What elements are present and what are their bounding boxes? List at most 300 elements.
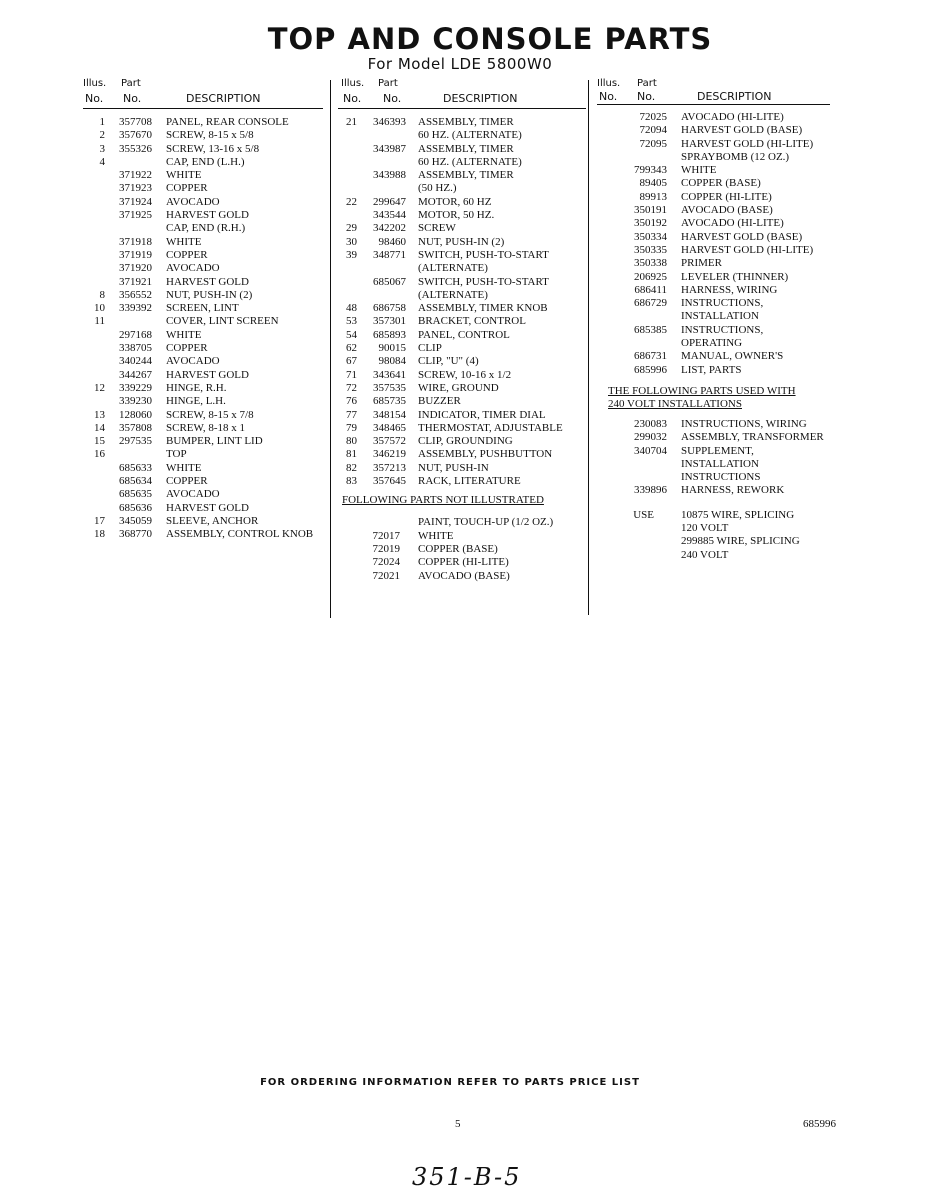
table-row — [597, 458, 837, 471]
part-description: AVOCADO (BASE) — [681, 204, 773, 217]
part-number: USE — [633, 508, 654, 521]
part-number: 343988 — [373, 169, 406, 182]
part-number: 355326 — [119, 142, 152, 155]
part-description: ASSEMBLY, TRANSFORMER — [681, 431, 824, 444]
part-no-header: No. — [123, 92, 142, 105]
illus-number: 29 — [346, 222, 357, 235]
illus-number: 62 — [346, 342, 357, 355]
part-number: 685634 — [119, 475, 152, 488]
part-number: 686731 — [634, 350, 667, 363]
column-header-bottom — [338, 90, 586, 106]
part-description: WIRE, GROUND — [418, 381, 499, 394]
column-header-top — [338, 78, 586, 90]
part-number: 72094 — [639, 124, 667, 137]
part-description: CLIP, "U" (4) — [418, 355, 479, 368]
part-description: TOP — [166, 448, 187, 461]
table-row — [338, 462, 586, 475]
part-description: 120 VOLT — [681, 522, 729, 535]
part-description: PANEL, REAR CONSOLE — [166, 116, 289, 128]
table-row — [83, 222, 323, 235]
table-row — [338, 369, 586, 382]
part-description: INSTRUCTIONS, — [681, 323, 764, 336]
illus-no-header: No. — [343, 92, 362, 105]
table-row — [338, 143, 586, 156]
illus-header: Illus. — [83, 78, 107, 89]
table-row — [83, 475, 323, 488]
part-description: HARVEST GOLD (BASE) — [681, 124, 803, 137]
table-row — [338, 156, 586, 169]
table-row — [597, 257, 837, 270]
part-description: COPPER (HI-LITE) — [681, 190, 772, 203]
page-number: 5 — [455, 1118, 461, 1130]
part-description: BUMPER, LINT LID — [166, 435, 263, 448]
part-number: 357213 — [373, 461, 406, 474]
part-number: 98084 — [378, 355, 406, 368]
part-description: WHITE — [166, 169, 202, 182]
part-description: HARVEST GOLD — [166, 275, 249, 288]
table-row — [83, 502, 323, 515]
part-description: PANEL, CONTROL — [418, 328, 510, 341]
table-row — [83, 462, 323, 475]
part-description: RACK, LITERATURE — [418, 475, 521, 488]
illus-number: 10 — [94, 302, 105, 315]
part-number: 357808 — [119, 421, 152, 434]
table-row — [338, 236, 586, 249]
table-row — [83, 209, 323, 222]
part-number: 339392 — [119, 302, 152, 315]
table-row — [597, 151, 837, 164]
illus-number: 2 — [99, 129, 105, 142]
part-number: 799343 — [634, 164, 667, 177]
not-illustrated-note: FOLLOWING PARTS NOT ILLUSTRATED — [342, 494, 544, 507]
part-description: AVOCADO — [166, 488, 220, 501]
table-row — [597, 471, 837, 484]
table-row — [338, 422, 586, 435]
part-number: 357301 — [373, 315, 406, 328]
part-description: INSTALLATION — [681, 457, 759, 470]
part-number: 368770 — [119, 528, 152, 541]
part-number: 371920 — [119, 262, 152, 275]
table-row — [83, 143, 323, 156]
part-description: INSTRUCTIONS, — [681, 297, 764, 310]
part-number: 89405 — [639, 177, 667, 190]
part-description: HARNESS, WIRING — [681, 283, 778, 296]
part-description: NUT, PUSH-IN (2) — [166, 288, 253, 301]
part-description: CAP, END (L.H.) — [166, 155, 245, 168]
header-rule — [597, 104, 830, 105]
part-number: 685385 — [634, 323, 667, 336]
table-row — [338, 262, 586, 275]
table-row — [597, 364, 837, 377]
table-row — [83, 182, 323, 195]
table-row — [338, 435, 586, 448]
table-row — [338, 302, 586, 315]
table-row — [597, 138, 837, 151]
description-header: DESCRIPTION — [443, 92, 518, 105]
model-subtitle: For Model LDE 5800W0 — [367, 55, 553, 73]
table-row — [83, 382, 323, 395]
part-no-header: No. — [383, 92, 402, 105]
part-description: CLIP, GROUNDING — [418, 435, 513, 448]
part-description: OPERATING — [681, 337, 743, 350]
table-row — [597, 509, 837, 522]
part-number: 98460 — [378, 235, 406, 248]
part-number: 350334 — [634, 230, 667, 243]
part-description: BUZZER — [418, 395, 461, 408]
part-number: 371923 — [119, 182, 152, 195]
part-description: INSTALLATION — [681, 310, 759, 323]
part-description: AVOCADO — [166, 195, 220, 208]
illus-number: 30 — [346, 235, 357, 248]
part-description: INSTRUCTIONS — [681, 471, 761, 484]
part-description: SCREW, 8-18 x 1 — [166, 421, 246, 434]
table-row — [83, 156, 323, 169]
part-description: WHITE — [166, 235, 202, 248]
table-row — [83, 329, 323, 342]
table-row — [597, 324, 837, 337]
part-number: 345059 — [119, 514, 152, 527]
part-number: 339896 — [634, 484, 667, 497]
part-description: CAP, END (R.H.) — [166, 222, 246, 235]
part-description: AVOCADO (HI-LITE) — [681, 217, 784, 230]
240v-note-line-1: THE FOLLOWING PARTS USED WITH — [608, 384, 796, 397]
table-row — [597, 177, 837, 190]
part-number: 89913 — [639, 190, 667, 203]
table-row — [83, 249, 323, 262]
part-number: 72095 — [639, 137, 667, 150]
column-divider-1 — [330, 80, 331, 618]
part-number: 685893 — [373, 328, 406, 341]
part-description: WHITE — [166, 461, 202, 474]
table-row — [597, 535, 837, 548]
part-number: 356552 — [119, 288, 152, 301]
illus-number: 15 — [94, 435, 105, 448]
part-number: 299647 — [373, 195, 406, 208]
table-row — [338, 409, 586, 422]
table-row — [597, 350, 837, 363]
illus-number: 39 — [346, 248, 357, 261]
table-row — [338, 556, 586, 569]
table-row — [597, 297, 837, 310]
illus-number: 18 — [94, 528, 105, 541]
table-row — [83, 448, 323, 461]
table-row — [83, 342, 323, 355]
table-row — [83, 302, 323, 315]
part-description: AVOCADO — [166, 355, 220, 368]
table-row — [83, 289, 323, 302]
table-row — [338, 395, 586, 408]
table-row — [338, 315, 586, 328]
part-description: ASSEMBLY, CONTROL KNOB — [166, 528, 314, 541]
part-number: 72021 — [372, 569, 400, 582]
part-number: 72017 — [372, 529, 400, 542]
table-row — [338, 169, 586, 182]
part-number: 299032 — [634, 431, 667, 444]
table-row — [83, 369, 323, 382]
part-description: (ALTERNATE) — [418, 262, 488, 275]
part-number: 357572 — [373, 435, 406, 448]
illus-no-header: No. — [599, 90, 618, 103]
table-row — [338, 342, 586, 355]
illus-number: 3 — [99, 142, 105, 155]
part-number: 230083 — [634, 417, 667, 430]
part-description: ASSEMBLY, TIMER — [418, 169, 514, 182]
240v-note-line-2: 240 VOLT INSTALLATIONS — [608, 397, 742, 410]
part-number: 343641 — [373, 368, 406, 381]
illus-number: 17 — [94, 514, 105, 527]
table-row — [338, 543, 586, 556]
part-number: 686729 — [634, 297, 667, 310]
part-number: 371924 — [119, 195, 152, 208]
table-row — [597, 217, 837, 230]
column-header-top — [83, 78, 323, 90]
part-number: 343544 — [373, 209, 406, 222]
part-number: 339230 — [119, 395, 152, 408]
part-number: 685996 — [634, 363, 667, 376]
illus-number: 72 — [346, 381, 357, 394]
illus-number: 82 — [346, 461, 357, 474]
handwritten-annotation: 351-B-5 — [412, 1163, 522, 1191]
part-number: 344267 — [119, 368, 152, 381]
table-row — [338, 355, 586, 368]
part-description: INSTRUCTIONS, WIRING — [681, 417, 807, 430]
illus-number: 67 — [346, 355, 357, 368]
part-description: MOTOR, 60 HZ — [418, 195, 492, 208]
illus-number: 16 — [94, 448, 105, 461]
table-row — [83, 395, 323, 408]
table-row — [597, 522, 837, 535]
part-description: HARVEST GOLD — [166, 368, 249, 381]
table-row — [597, 549, 837, 562]
table-row — [597, 191, 837, 204]
part-number: 350335 — [634, 243, 667, 256]
part-description: SCREW — [418, 222, 456, 235]
illus-number: 12 — [94, 381, 105, 394]
illus-number: 14 — [94, 421, 105, 434]
table-row — [338, 249, 586, 262]
part-description: WHITE — [166, 328, 202, 341]
table-row — [83, 196, 323, 209]
part-description: COPPER (BASE) — [418, 542, 498, 555]
part-number: 338705 — [119, 342, 152, 355]
table-row — [597, 445, 837, 458]
part-description: 299885 WIRE, SPLICING — [681, 535, 800, 548]
part-number: 206925 — [634, 270, 667, 283]
part-description: (50 HZ.) — [418, 182, 457, 195]
part-number: 128060 — [119, 408, 152, 421]
part-number: 346393 — [373, 116, 406, 128]
part-description: INDICATOR, TIMER DIAL — [418, 408, 546, 421]
table-row — [597, 164, 837, 177]
part-description: ASSEMBLY, TIMER — [418, 116, 514, 128]
column-divider-2 — [588, 80, 589, 615]
part-number: 348465 — [373, 421, 406, 434]
part-description: HARVEST GOLD (BASE) — [681, 230, 803, 243]
illus-number: 79 — [346, 421, 357, 434]
illus-number: 54 — [346, 328, 357, 341]
part-description: COPPER — [166, 182, 208, 195]
table-row — [83, 262, 323, 275]
ordering-info-footer: FOR ORDERING INFORMATION REFER TO PARTS PRICE LIST — [260, 1077, 640, 1088]
part-description: COPPER (BASE) — [681, 177, 761, 190]
part-description: ASSEMBLY, TIMER — [418, 142, 514, 155]
part-description: SUPPLEMENT, — [681, 444, 754, 457]
part-number: 350191 — [634, 204, 667, 217]
table-row — [83, 236, 323, 249]
part-number: 357645 — [373, 475, 406, 488]
part-description: LEVELER (THINNER) — [681, 270, 789, 283]
part-description: ASSEMBLY, PUSHBUTTON — [418, 448, 553, 461]
part-description: HARNESS, REWORK — [681, 484, 785, 497]
table-row — [597, 124, 837, 137]
illus-number: 71 — [346, 368, 357, 381]
part-description: PRIMER — [681, 257, 722, 270]
table-row — [597, 431, 837, 444]
part-number: 357670 — [119, 129, 152, 142]
part-description: AVOCADO (HI-LITE) — [681, 111, 784, 123]
illus-number: 83 — [346, 475, 357, 488]
part-number: 685067 — [373, 275, 406, 288]
part-number: 685735 — [373, 395, 406, 408]
column-header-top — [597, 78, 837, 90]
part-number: 343987 — [373, 142, 406, 155]
part-description: THERMOSTAT, ADJUSTABLE — [418, 421, 563, 434]
table-row — [597, 337, 837, 350]
column-header-bottom — [83, 90, 323, 106]
illus-number: 11 — [94, 315, 105, 328]
table-row — [338, 276, 586, 289]
part-description: COPPER — [166, 248, 208, 261]
table-row — [597, 111, 837, 124]
illus-number: 1 — [99, 116, 105, 128]
table-row — [83, 116, 323, 129]
part-description: PAINT, TOUCH-UP (1/2 OZ.) — [418, 516, 554, 529]
part-header: Part — [121, 78, 141, 89]
part-number: 685633 — [119, 461, 152, 474]
description-header: DESCRIPTION — [697, 90, 772, 103]
part-number: 357535 — [373, 381, 406, 394]
illus-number: 48 — [346, 302, 357, 315]
part-number: 72019 — [372, 542, 400, 555]
header-rule — [83, 108, 323, 109]
part-description: MOTOR, 50 HZ. — [418, 209, 495, 222]
table-row — [338, 530, 586, 543]
illus-header: Illus. — [597, 78, 621, 89]
part-description: HARVEST GOLD — [166, 501, 249, 514]
part-number: 371918 — [119, 235, 152, 248]
part-description: 60 HZ. (ALTERNATE) — [418, 155, 522, 168]
part-no-header: No. — [637, 90, 656, 103]
part-description: NUT, PUSH-IN — [418, 461, 489, 474]
part-description: NUT, PUSH-IN (2) — [418, 235, 505, 248]
part-description: ASSEMBLY, TIMER KNOB — [418, 302, 548, 315]
part-description: MANUAL, OWNER'S — [681, 350, 784, 363]
table-row — [597, 204, 837, 217]
part-description: SCREW, 8-15 x 7/8 — [166, 408, 254, 421]
part-number: 90015 — [378, 342, 406, 355]
parts-column-1 — [83, 78, 323, 542]
parts-column-2 — [338, 78, 586, 583]
part-number: 348154 — [373, 408, 406, 421]
table-row — [597, 284, 837, 297]
illus-number: 4 — [99, 155, 105, 168]
table-row — [83, 355, 323, 368]
header-rule — [338, 108, 586, 109]
table-row — [338, 129, 586, 142]
part-number: 371925 — [119, 209, 152, 222]
part-number: 685635 — [119, 488, 152, 501]
part-number: 686758 — [373, 302, 406, 315]
part-number: 297168 — [119, 328, 152, 341]
part-description: SCREW, 13-16 x 5/8 — [166, 142, 260, 155]
part-description: SWITCH, PUSH-TO-START — [418, 275, 549, 288]
part-description: WHITE — [418, 529, 454, 542]
table-row — [338, 116, 586, 129]
illus-number: 80 — [346, 435, 357, 448]
column-header-bottom — [597, 90, 837, 102]
part-description: BRACKET, CONTROL — [418, 315, 526, 328]
part-description: SLEEVE, ANCHOR — [166, 514, 259, 527]
part-number: 350192 — [634, 217, 667, 230]
table-row — [83, 315, 323, 328]
part-number: 371919 — [119, 248, 152, 261]
table-row — [597, 244, 837, 257]
part-header: Part — [378, 78, 398, 89]
part-description: 10875 WIRE, SPLICING — [681, 508, 795, 521]
table-row — [338, 196, 586, 209]
part-number: 685636 — [119, 501, 152, 514]
part-description: COPPER (HI-LITE) — [418, 556, 509, 569]
part-number: 339229 — [119, 381, 152, 394]
table-row — [338, 222, 586, 235]
part-number: 350338 — [634, 257, 667, 270]
part-description: HARVEST GOLD — [166, 209, 249, 222]
part-description: HINGE, L.H. — [166, 395, 226, 408]
illus-number: 81 — [346, 448, 357, 461]
illus-number: 77 — [346, 408, 357, 421]
part-number: 72024 — [372, 556, 400, 569]
table-row — [338, 209, 586, 222]
table-row — [338, 182, 586, 195]
part-description: CLIP — [418, 342, 442, 355]
table-row — [83, 488, 323, 501]
description-header: DESCRIPTION — [186, 92, 261, 105]
part-description: SCREEN, LINT — [166, 302, 239, 315]
part-description: COPPER — [166, 342, 208, 355]
part-description: SCREW, 10-16 x 1/2 — [418, 368, 512, 381]
part-number: 371922 — [119, 169, 152, 182]
table-row — [83, 169, 323, 182]
part-description: SCREW, 8-15 x 5/8 — [166, 129, 254, 142]
table-row — [338, 475, 586, 488]
illus-no-header: No. — [85, 92, 104, 105]
part-description: SPRAYBOMB (12 OZ.) — [681, 150, 790, 163]
part-description: AVOCADO — [166, 262, 220, 275]
table-row — [338, 516, 586, 529]
part-description: HARVEST GOLD (HI-LITE) — [681, 137, 814, 150]
part-number: 686411 — [634, 283, 667, 296]
page-title: TOP AND CONSOLE PARTS — [267, 22, 713, 56]
table-row — [597, 231, 837, 244]
part-number: 348771 — [373, 248, 406, 261]
part-description: SWITCH, PUSH-TO-START — [418, 248, 549, 261]
part-description: LIST, PARTS — [681, 363, 742, 376]
part-description: 60 HZ. (ALTERNATE) — [418, 129, 522, 142]
part-description: AVOCADO (BASE) — [418, 569, 510, 582]
part-number: 346219 — [373, 448, 406, 461]
table-row — [83, 129, 323, 142]
table-row — [597, 484, 837, 497]
